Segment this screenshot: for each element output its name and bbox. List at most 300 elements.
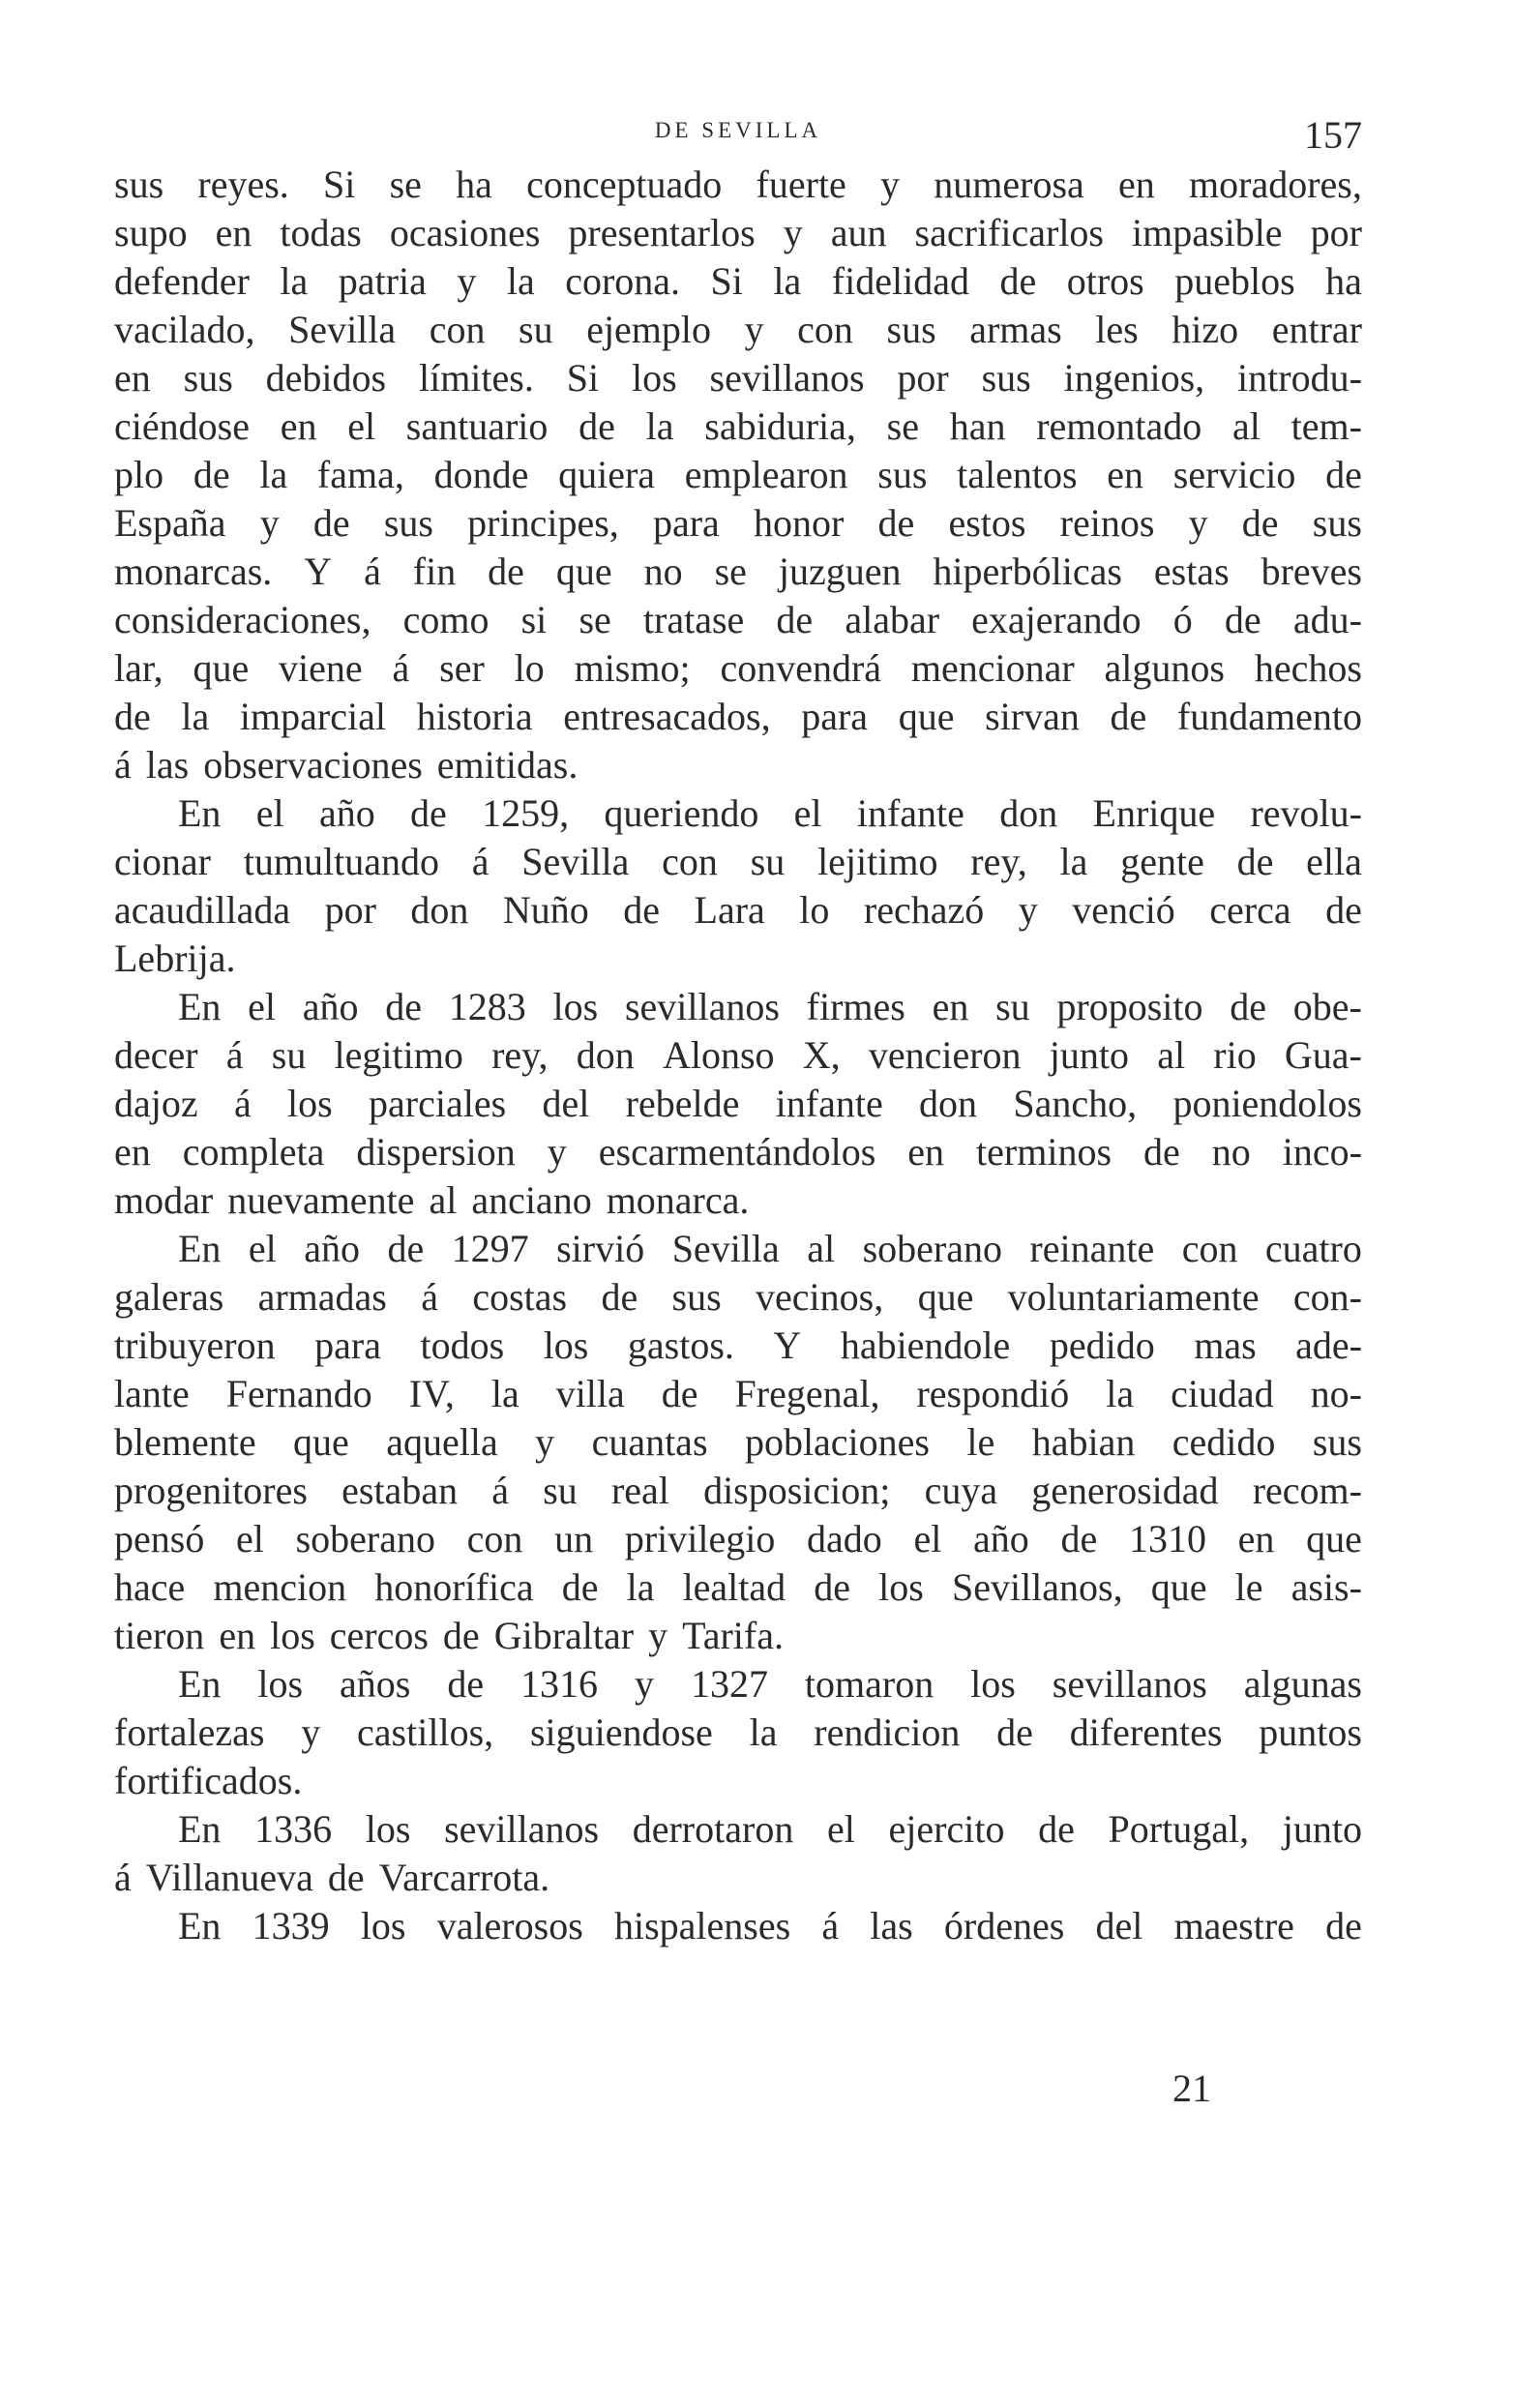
text-line xyxy=(114,306,1362,354)
word: cionar xyxy=(114,840,211,883)
text-line xyxy=(114,1563,1362,1612)
word: de xyxy=(1060,1517,1098,1561)
word: don xyxy=(919,1082,978,1125)
text-line xyxy=(114,1031,1362,1080)
word: con- xyxy=(1292,1275,1362,1319)
word: el xyxy=(913,1517,942,1561)
word: sus xyxy=(114,163,164,206)
word: y xyxy=(1018,888,1038,932)
word: 1310 xyxy=(1128,1517,1206,1561)
word: IV, xyxy=(408,1372,455,1415)
text-line xyxy=(114,838,1362,886)
word: fuerte xyxy=(756,163,846,206)
word: en xyxy=(907,1130,945,1174)
word: 1297 xyxy=(451,1227,529,1270)
word: de xyxy=(114,695,151,738)
word: sirvió xyxy=(556,1227,645,1270)
word: ocasiones xyxy=(389,211,541,254)
word: monarca. xyxy=(606,1178,750,1222)
word: con xyxy=(1181,1227,1238,1270)
word: generosidad xyxy=(1031,1469,1219,1512)
word: de xyxy=(312,501,350,545)
word: á xyxy=(364,550,381,593)
word: firmes xyxy=(806,985,905,1028)
text-line xyxy=(114,644,1362,693)
word: y xyxy=(547,1130,567,1174)
word: habiendole xyxy=(840,1323,1011,1367)
word: con xyxy=(797,308,853,351)
word: reinos xyxy=(1059,501,1155,545)
word: su xyxy=(750,840,786,883)
word: Lara xyxy=(694,888,765,932)
word: tieron xyxy=(114,1614,205,1657)
word: rendicion xyxy=(814,1710,961,1754)
word: de xyxy=(561,1565,599,1609)
word: si xyxy=(520,598,548,641)
word: reinante xyxy=(1029,1227,1155,1270)
word: honorífica xyxy=(374,1565,534,1609)
word: de xyxy=(776,598,814,641)
word: soberano xyxy=(862,1227,1002,1270)
word: el xyxy=(248,1227,277,1270)
text-line xyxy=(114,1322,1362,1370)
text-line xyxy=(114,1128,1362,1176)
word: cedido xyxy=(1172,1420,1276,1464)
running-title: DE SEVILLA xyxy=(654,118,822,142)
word: acaudillada xyxy=(114,888,291,932)
word: de xyxy=(1325,1904,1362,1947)
word: de xyxy=(1110,695,1147,738)
word: á xyxy=(471,840,490,883)
word: rebelde xyxy=(625,1082,740,1125)
word: debidos xyxy=(265,356,387,400)
word: completa xyxy=(182,1130,325,1174)
word: tem- xyxy=(1290,404,1362,448)
word: del xyxy=(1095,1904,1143,1947)
word: 1283 xyxy=(448,985,526,1028)
word: corona. xyxy=(565,259,681,303)
word: queriendo xyxy=(604,791,759,835)
word: de xyxy=(1224,598,1261,641)
word: y xyxy=(259,501,280,545)
word: cercos xyxy=(329,1614,429,1657)
word: puntos xyxy=(1259,1710,1362,1754)
word: sus xyxy=(1312,1420,1362,1464)
word: la xyxy=(506,259,535,303)
word: habian xyxy=(1031,1420,1136,1464)
word: la xyxy=(259,453,288,496)
word: progenitores xyxy=(114,1469,308,1512)
word: á xyxy=(821,1904,840,1947)
word: defender xyxy=(114,259,250,303)
text-line xyxy=(114,161,1362,209)
word: quiera xyxy=(558,453,656,496)
text-line xyxy=(114,257,1362,306)
word: les xyxy=(1095,308,1139,351)
word: año xyxy=(304,1227,360,1270)
word: Sevilla xyxy=(671,1227,780,1270)
word: villa xyxy=(555,1372,625,1415)
word: supo xyxy=(114,211,188,254)
word: ade- xyxy=(1295,1323,1362,1367)
word: imparcial xyxy=(239,695,386,738)
word: un xyxy=(554,1517,594,1561)
text-line xyxy=(114,789,1362,838)
word: á xyxy=(114,1856,132,1899)
word: en xyxy=(215,211,252,254)
text-line xyxy=(114,1370,1362,1418)
word: los xyxy=(365,1807,411,1851)
body-text xyxy=(114,161,1362,1950)
word: que xyxy=(555,550,612,593)
word: X, xyxy=(802,1033,841,1077)
word: Villanueva xyxy=(145,1856,313,1899)
word: en xyxy=(280,404,317,448)
word: siguiendose xyxy=(529,1710,713,1754)
word: nuevamente xyxy=(227,1178,415,1222)
word: santuario xyxy=(405,404,549,448)
word: anciano xyxy=(471,1178,592,1222)
word: á xyxy=(421,1275,438,1319)
word: inco- xyxy=(1282,1130,1362,1174)
word: de xyxy=(877,501,915,545)
word: costas xyxy=(472,1275,568,1319)
word: dado xyxy=(807,1517,882,1561)
word: pueblos xyxy=(1174,259,1295,303)
word: breves xyxy=(1261,550,1362,593)
word: de xyxy=(1241,501,1279,545)
word: los xyxy=(970,1662,1016,1706)
word: gastos. xyxy=(627,1323,734,1367)
word: sevillanos xyxy=(444,1807,600,1851)
word: Si xyxy=(566,356,600,400)
word: año xyxy=(318,791,375,835)
word: estaban xyxy=(341,1469,459,1512)
word: en xyxy=(114,1130,151,1174)
text-line xyxy=(114,1757,1362,1805)
text-line xyxy=(114,1902,1362,1950)
word: límites. xyxy=(418,356,534,400)
word: con xyxy=(466,1517,523,1561)
word: proposito xyxy=(1056,985,1203,1028)
text-line xyxy=(114,1225,1362,1273)
word: Y xyxy=(773,1323,802,1367)
word: voluntariamente xyxy=(1007,1275,1260,1319)
word: 1336 xyxy=(254,1807,333,1851)
word: sus xyxy=(1312,501,1362,545)
word: el xyxy=(255,791,284,835)
word: el xyxy=(826,1807,855,1851)
word: armas xyxy=(969,308,1062,351)
text-line xyxy=(114,1418,1362,1467)
word: los xyxy=(552,985,599,1028)
word: 1327 xyxy=(690,1662,768,1706)
word: de xyxy=(385,985,423,1028)
word: Si xyxy=(710,259,743,303)
word: dajoz xyxy=(114,1082,198,1125)
word: En xyxy=(178,1904,222,1947)
word: las xyxy=(145,743,190,787)
text-line xyxy=(114,499,1362,548)
word: ciéndose xyxy=(114,404,250,448)
word: de xyxy=(1325,888,1362,932)
word: ser xyxy=(439,646,485,690)
word: En xyxy=(178,1807,222,1851)
word: sabiduria, xyxy=(704,404,856,448)
word: su xyxy=(271,1033,307,1077)
text-line xyxy=(114,1709,1362,1757)
word: la xyxy=(626,1565,655,1609)
word: en xyxy=(114,356,151,400)
word: donde xyxy=(433,453,529,496)
word: la xyxy=(1106,1372,1135,1415)
word: Lebrija. xyxy=(114,936,236,980)
word: sus xyxy=(886,308,936,351)
word: tratase xyxy=(642,598,745,641)
word: legitimo xyxy=(334,1033,463,1077)
word: estas xyxy=(1153,550,1230,593)
word: sus xyxy=(877,453,928,496)
word: observaciones xyxy=(203,743,423,787)
word: galeras xyxy=(114,1275,224,1319)
word: de xyxy=(601,1275,638,1319)
word: el xyxy=(347,404,376,448)
word: sacrificarlos xyxy=(914,211,1104,254)
word: remontado xyxy=(1036,404,1202,448)
word: con xyxy=(429,308,486,351)
word: años xyxy=(340,1662,411,1706)
word: lealtad xyxy=(682,1565,786,1609)
word: de xyxy=(327,1856,365,1899)
word: en xyxy=(1118,163,1155,206)
word: de xyxy=(488,550,524,593)
word: la xyxy=(490,1372,519,1415)
word: infante xyxy=(856,791,964,835)
text-line xyxy=(114,1273,1362,1322)
word: han xyxy=(949,404,1006,448)
word: cuya xyxy=(924,1469,998,1512)
word: pedido xyxy=(1049,1323,1155,1367)
text-line xyxy=(114,354,1362,402)
word: la xyxy=(645,404,674,448)
word: alabar xyxy=(845,598,940,641)
word: le xyxy=(1234,1565,1263,1609)
word: ha xyxy=(1325,259,1362,303)
page-number: 157 xyxy=(1304,113,1362,157)
word: privilegio xyxy=(624,1517,776,1561)
word: historia xyxy=(416,695,533,738)
word: que xyxy=(898,695,955,738)
word: En xyxy=(178,1662,222,1706)
word: ella xyxy=(1306,840,1362,883)
word: no- xyxy=(1310,1372,1362,1415)
word: 1339 xyxy=(252,1904,330,1947)
word: talentos xyxy=(957,453,1078,496)
word: infante xyxy=(775,1082,883,1125)
word: dispersion xyxy=(356,1130,516,1174)
text-line xyxy=(114,1080,1362,1128)
word: sus xyxy=(183,356,233,400)
word: fortalezas xyxy=(114,1710,265,1754)
word: don xyxy=(410,888,469,932)
word: vacilado, xyxy=(114,308,255,351)
word: con xyxy=(662,840,718,883)
text-line xyxy=(114,209,1362,257)
word: de xyxy=(442,1614,480,1657)
word: lo xyxy=(514,646,545,690)
word: de xyxy=(193,453,230,496)
word: ha xyxy=(456,163,492,206)
word: entresacados, xyxy=(563,695,771,738)
word: mas xyxy=(1194,1323,1257,1367)
word: hizo xyxy=(1172,308,1239,351)
word: junto xyxy=(1282,1807,1362,1851)
word: respondió xyxy=(916,1372,1070,1415)
word: Sancho, xyxy=(1013,1082,1138,1125)
text-line xyxy=(114,1515,1362,1563)
word: en xyxy=(932,985,969,1028)
word: rio xyxy=(1213,1033,1257,1077)
word: plo xyxy=(114,453,164,496)
word: recom- xyxy=(1252,1469,1362,1512)
word: de xyxy=(1325,453,1362,496)
text-line xyxy=(114,596,1362,644)
word: maestre xyxy=(1173,1904,1294,1947)
text-line xyxy=(114,741,1362,789)
word: de xyxy=(996,1710,1033,1754)
word: y xyxy=(301,1710,321,1754)
word: que xyxy=(1150,1565,1207,1609)
word: impasible xyxy=(1132,211,1283,254)
word: para xyxy=(314,1323,381,1367)
word: hace xyxy=(114,1565,186,1609)
word: para xyxy=(652,501,720,545)
running-head xyxy=(114,113,1362,157)
word: fortificados. xyxy=(114,1759,303,1802)
word: algunas xyxy=(1243,1662,1362,1706)
word: por xyxy=(1310,211,1362,254)
word: rey, xyxy=(491,1033,549,1077)
word: venció xyxy=(1072,888,1175,932)
word: hechos xyxy=(1254,646,1362,690)
word: ó xyxy=(1172,598,1193,641)
word: tomaron xyxy=(804,1662,934,1706)
word: Enrique xyxy=(1092,791,1216,835)
word: al xyxy=(1231,404,1261,448)
word: Y xyxy=(304,550,333,593)
word: mencionar xyxy=(910,646,1075,690)
word: diferentes xyxy=(1069,1710,1223,1754)
word: sirvan xyxy=(985,695,1080,738)
word: emitidas. xyxy=(436,743,578,787)
word: de xyxy=(661,1372,698,1415)
word: el xyxy=(236,1517,264,1561)
text-line xyxy=(114,1176,1362,1225)
word: rey, xyxy=(970,840,1027,883)
word: al xyxy=(429,1178,458,1222)
word: otros xyxy=(1066,259,1144,303)
word: algunos xyxy=(1104,646,1225,690)
word: escarmentándolos xyxy=(598,1130,876,1174)
word: sevillanos xyxy=(709,356,865,400)
word: Nuño xyxy=(502,888,589,932)
word: hiperbólicas xyxy=(933,550,1122,593)
word: España xyxy=(114,501,226,545)
text-line xyxy=(114,693,1362,741)
word: se xyxy=(714,550,747,593)
word: Fregenal, xyxy=(734,1372,880,1415)
word: el xyxy=(793,791,822,835)
word: reyes. xyxy=(197,163,289,206)
word: á xyxy=(233,1082,252,1125)
word: de xyxy=(410,791,447,835)
text-line xyxy=(114,1854,1362,1902)
word: Si xyxy=(323,163,356,206)
word: modar xyxy=(114,1178,214,1222)
word: su xyxy=(519,308,553,351)
word: en xyxy=(1237,1517,1275,1561)
word: fundamento xyxy=(1176,695,1362,738)
word: servicio xyxy=(1172,453,1296,496)
word: sus xyxy=(383,501,433,545)
word: entrar xyxy=(1271,308,1362,351)
word: estos xyxy=(948,501,1026,545)
word: principes, xyxy=(467,501,619,545)
word: cerca xyxy=(1209,888,1291,932)
signature-mark: 21 xyxy=(1172,2066,1211,2110)
word: su xyxy=(995,985,1030,1028)
text-line xyxy=(114,1612,1362,1660)
word: mismo; xyxy=(574,646,691,690)
text-line xyxy=(114,1467,1362,1515)
word: año xyxy=(302,985,359,1028)
word: de xyxy=(387,1227,425,1270)
word: la xyxy=(749,1710,778,1754)
word: rechazó xyxy=(863,888,985,932)
word: los xyxy=(878,1565,924,1609)
word: sevillanos xyxy=(624,985,780,1028)
word: poniendolos xyxy=(1172,1082,1362,1125)
word: para xyxy=(801,695,869,738)
word: consideraciones, xyxy=(114,598,371,641)
text-line xyxy=(114,1660,1362,1709)
word: le xyxy=(966,1420,995,1464)
word: y xyxy=(648,1614,668,1657)
word: don xyxy=(999,791,1058,835)
word: que xyxy=(193,646,250,690)
word: lo xyxy=(799,888,830,932)
text-line xyxy=(114,983,1362,1031)
word: de xyxy=(623,888,661,932)
word: vencieron xyxy=(868,1033,1022,1077)
word: Varcarrota. xyxy=(378,1856,550,1899)
word: lar, xyxy=(114,646,163,690)
word: los xyxy=(631,356,677,400)
word: En xyxy=(178,985,222,1028)
word: á xyxy=(491,1469,510,1512)
word: y xyxy=(634,1662,654,1706)
word: convendrá xyxy=(720,646,882,690)
word: y xyxy=(457,259,477,303)
word: sevillanos xyxy=(1052,1662,1207,1706)
word: derrotaron xyxy=(632,1807,794,1851)
word: monarcas. xyxy=(114,550,273,593)
word: numerosa xyxy=(934,163,1084,206)
word: honor xyxy=(754,501,845,545)
word: se xyxy=(886,404,919,448)
word: terminos xyxy=(976,1130,1112,1174)
word: asis- xyxy=(1290,1565,1362,1609)
